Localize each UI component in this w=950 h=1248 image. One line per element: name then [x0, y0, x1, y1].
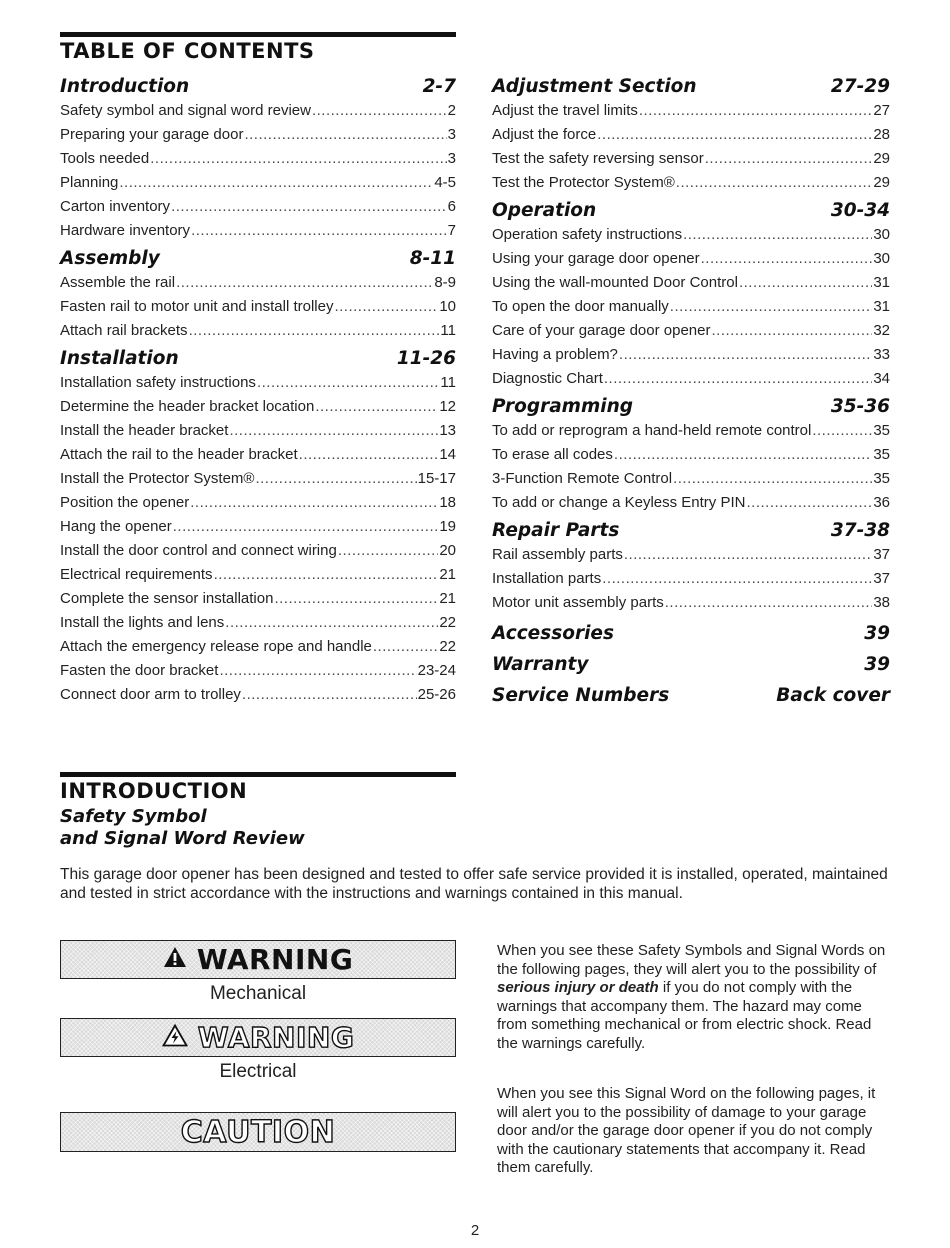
- toc-entry-text: To add or reprogram a hand-held remote control: [492, 422, 812, 439]
- toc-entry-text: Having a problem?: [492, 346, 618, 363]
- toc-entry: [492, 171, 890, 195]
- toc-heading: TABLE OF CONTENTS: [60, 39, 315, 63]
- electrical-alert-icon: [162, 1024, 188, 1052]
- toc-entry: [492, 123, 890, 147]
- toc-entry-leader-dots: [176, 271, 433, 295]
- toc-right-column: [492, 74, 890, 708]
- toc-entry-page: 2: [447, 102, 456, 119]
- toc-entry-text: Attach the emergency release rope and handle: [60, 638, 372, 655]
- toc-top-rule: [60, 32, 456, 37]
- toc-section-title: Adjustment Section: [492, 76, 697, 97]
- toc-entry-page: 22: [439, 638, 456, 655]
- toc-entry-leader-dots: [373, 635, 438, 659]
- toc-entry: [60, 295, 456, 319]
- toc-entry: [60, 395, 456, 419]
- toc-entry: [60, 491, 456, 515]
- toc-entry-text: Complete the sensor installation: [60, 590, 274, 607]
- intro-heading: INTRODUCTION: [60, 779, 248, 803]
- toc-entry-text: Attach rail brackets: [60, 322, 188, 339]
- warning-explanation-emphasis: serious injury or death: [497, 979, 659, 996]
- toc-entry-leader-dots: [299, 443, 439, 467]
- toc-section-pages: 39: [864, 623, 890, 644]
- toc-entry-text: Connect door arm to trolley: [60, 686, 241, 703]
- toc-section-pages: 37-38: [830, 520, 890, 541]
- toc-entry-page: 6: [447, 198, 456, 215]
- toc-entry-leader-dots: [665, 591, 873, 615]
- warning-electrical-text: WARNING: [197, 1021, 355, 1054]
- toc-entry-leader-dots: [334, 295, 438, 319]
- toc-entry-page: 25-26: [417, 686, 456, 703]
- electrical-label: Electrical: [219, 1061, 297, 1082]
- toc-entry-leader-dots: [619, 343, 872, 367]
- toc-entry: [492, 223, 890, 247]
- toc-entry-text: Adjust the force: [492, 126, 597, 143]
- toc-entry-text: Fasten rail to motor unit and install trolley: [60, 298, 334, 315]
- intro-top-rule: [60, 772, 456, 777]
- toc-entry-text: Operation safety instructions: [492, 226, 683, 243]
- toc-entry-page: 10: [439, 298, 456, 315]
- toc-entry-leader-dots: [274, 587, 438, 611]
- toc-entry-page: 7: [447, 222, 456, 239]
- toc-entry: [492, 343, 890, 367]
- toc-entry-leader-dots: [676, 171, 873, 195]
- toc-entry-page: 38: [873, 594, 890, 611]
- toc-entry-text: Electrical requirements: [60, 566, 213, 583]
- toc-entry-text: Using the wall-mounted Door Control: [492, 274, 738, 291]
- toc-section-title: Programming: [492, 396, 633, 417]
- toc-entry-leader-dots: [229, 419, 438, 443]
- toc-entry-text: Tools needed: [60, 150, 150, 167]
- toc-entry-page: 11: [440, 374, 456, 391]
- warning-mechanical-box: [60, 940, 456, 979]
- toc-entry-text: Install the door control and connect wiring: [60, 542, 337, 559]
- toc-entry-page: 30: [873, 226, 890, 243]
- toc-entry-page: 21: [439, 590, 456, 607]
- toc-entry-page: 29: [873, 150, 890, 167]
- toc-entry-page: 37: [873, 570, 890, 587]
- toc-section-title: Installation: [60, 348, 179, 369]
- caution-box: [60, 1112, 456, 1152]
- toc-entry: [492, 443, 890, 467]
- toc-entry-page: 33: [873, 346, 890, 363]
- toc-entry-leader-dots: [312, 99, 447, 123]
- toc-section-heading: [60, 74, 456, 99]
- toc-entry: [492, 99, 890, 123]
- toc-entry: [492, 567, 890, 591]
- toc-entry: [60, 635, 456, 659]
- toc-entry-text: Installation parts: [492, 570, 602, 587]
- toc-entry: [492, 419, 890, 443]
- toc-entry: [60, 219, 456, 243]
- toc-entry-leader-dots: [119, 171, 433, 195]
- toc-entry-leader-dots: [705, 147, 873, 171]
- toc-entry-text: To open the door manually: [492, 298, 669, 315]
- toc-entry-text: Assemble the rail: [60, 274, 176, 291]
- toc-entry-page: 27: [873, 102, 890, 119]
- safety-alert-icon: [163, 946, 187, 973]
- toc-entry-text: Hardware inventory: [60, 222, 191, 239]
- toc-entry-page: 15-17: [417, 470, 456, 487]
- toc-entry-page: 23-24: [417, 662, 456, 679]
- toc-entry: [60, 419, 456, 443]
- toc-entry-leader-dots: [673, 467, 872, 491]
- toc-entry-text: Preparing your garage door: [60, 126, 244, 143]
- toc-entry: [60, 683, 456, 707]
- toc-section-title: Introduction: [60, 76, 190, 97]
- toc-entry-leader-dots: [597, 123, 872, 147]
- toc-entry-page: 29: [873, 174, 890, 191]
- toc-entry: [60, 539, 456, 563]
- toc-section-heading: [492, 621, 890, 646]
- toc-section-title: Assembly: [60, 248, 160, 269]
- toc-entry: [492, 491, 890, 515]
- warning-explanation-part2: if you do not comply with the warnings that accompany them. The hazard may come from something mechanical or from electric shock. Read the warnings carefully.: [497, 979, 872, 1052]
- intro-subheading: [60, 806, 305, 850]
- toc-entry: [492, 367, 890, 391]
- toc-entry-leader-dots: [812, 419, 872, 443]
- toc-entry-leader-dots: [189, 319, 440, 343]
- toc-entry-text: Hang the opener: [60, 518, 172, 535]
- toc-entry-page: 3: [447, 126, 456, 143]
- toc-entry-text: Motor unit assembly parts: [492, 594, 664, 611]
- toc-entry-page: 36: [873, 494, 890, 511]
- toc-section-heading: [492, 394, 890, 419]
- toc-section-title: Accessories: [492, 623, 614, 644]
- toc-entry-text: Test the safety reversing sensor: [492, 150, 704, 167]
- toc-entry-leader-dots: [242, 683, 417, 707]
- toc-entry-leader-dots: [244, 123, 446, 147]
- toc-entry-text: Install the lights and lens: [60, 614, 225, 631]
- toc-section-heading: [60, 246, 456, 271]
- toc-section-pages: 30-34: [830, 200, 890, 221]
- toc-entry-leader-dots: [670, 295, 873, 319]
- toc-entry-page: 37: [873, 546, 890, 563]
- toc-entry-page: 28: [873, 126, 890, 143]
- toc-entry-page: 30: [873, 250, 890, 267]
- toc-section-heading: [60, 346, 456, 371]
- toc-entry-text: Attach the rail to the header bracket: [60, 446, 298, 463]
- toc-section-heading: [492, 683, 890, 708]
- toc-entry-page: 18: [439, 494, 456, 511]
- toc-section-pages: Back cover: [776, 685, 890, 706]
- toc-entry-text: Test the Protector System®: [492, 174, 675, 191]
- warning-explanation-part1: When you see these Safety Symbols and Signal Words on the following pages, they will alert you to the possibility of: [497, 942, 886, 978]
- toc-entry-page: 35: [873, 470, 890, 487]
- toc-entry-page: 32: [873, 322, 890, 339]
- intro-paragraph: This garage door opener has been designed and tested to offer safe service provided it is installed, operated, maintained and tested in strict accordance with the instructions and warnings contained in this manual.: [60, 866, 888, 902]
- toc-entry-leader-dots: [190, 491, 438, 515]
- toc-section-pages: 39: [864, 654, 890, 675]
- toc-section-title: Repair Parts: [492, 520, 620, 541]
- toc-entry: [492, 147, 890, 171]
- toc-entry-text: Adjust the travel limits: [492, 102, 638, 119]
- toc-section-pages: 35-36: [830, 396, 890, 417]
- toc-entry: [60, 443, 456, 467]
- mechanical-label: Mechanical: [209, 983, 307, 1004]
- toc-section-heading: [492, 198, 890, 223]
- toc-entry-leader-dots: [624, 543, 872, 567]
- toc-entry-text: Using your garage door opener: [492, 250, 700, 267]
- toc-entry-leader-dots: [639, 99, 872, 123]
- toc-entry-leader-dots: [315, 395, 438, 419]
- toc-section-title: Warranty: [492, 654, 589, 675]
- toc-entry-leader-dots: [604, 367, 872, 391]
- toc-entry-text: Fasten the door bracket: [60, 662, 219, 679]
- toc-entry-text: To erase all codes: [492, 446, 613, 463]
- toc-entry: [60, 587, 456, 611]
- toc-entry-leader-dots: [173, 515, 439, 539]
- toc-entry: [60, 271, 456, 295]
- toc-entry-leader-dots: [150, 147, 446, 171]
- caution-text: CAUTION: [180, 1114, 336, 1150]
- toc-entry-leader-dots: [191, 219, 447, 243]
- toc-entry-page: 31: [873, 274, 890, 291]
- toc-entry-text: Carton inventory: [60, 198, 171, 215]
- toc-entry-leader-dots: [746, 491, 872, 515]
- toc-entry-leader-dots: [683, 223, 872, 247]
- toc-entry-page: 14: [439, 446, 456, 463]
- toc-entry-page: 35: [873, 422, 890, 439]
- toc-section-heading: [492, 74, 890, 99]
- toc-section-title: Service Numbers: [492, 685, 670, 706]
- toc-section-pages: 11-26: [396, 348, 456, 369]
- toc-entry-leader-dots: [602, 567, 872, 591]
- toc-entry-text: 3-Function Remote Control: [492, 470, 673, 487]
- toc-section-heading: [492, 518, 890, 543]
- toc-entry-text: Installation safety instructions: [60, 374, 256, 391]
- intro-subheading-line1: Safety Symbol: [60, 806, 207, 827]
- toc-entry-page: 34: [873, 370, 890, 387]
- toc-entry-text: Safety symbol and signal word review: [60, 102, 311, 119]
- toc-entry-text: Care of your garage door opener: [492, 322, 711, 339]
- page-number: 2: [470, 1222, 480, 1239]
- toc-entry: [60, 171, 456, 195]
- toc-entry-leader-dots: [255, 467, 416, 491]
- toc-entry-page: 11: [440, 322, 456, 339]
- toc-entry-leader-dots: [257, 371, 439, 395]
- toc-entry-leader-dots: [171, 195, 447, 219]
- toc-entry: [60, 467, 456, 491]
- toc-entry-leader-dots: [614, 443, 872, 467]
- toc-entry-page: 3: [447, 150, 456, 167]
- toc-entry-leader-dots: [338, 539, 438, 563]
- toc-entry-page: 35: [873, 446, 890, 463]
- warning-electrical-box: [60, 1018, 456, 1057]
- toc-entry-page: 22: [439, 614, 456, 631]
- toc-entry-text: Position the opener: [60, 494, 190, 511]
- toc-entry-page: 31: [873, 298, 890, 315]
- toc-entry-leader-dots: [214, 563, 439, 587]
- toc-entry: [492, 271, 890, 295]
- toc-entry-leader-dots: [225, 611, 438, 635]
- toc-section-heading: [492, 652, 890, 677]
- toc-entry: [60, 147, 456, 171]
- toc-entry-leader-dots: [219, 659, 416, 683]
- toc-entry-leader-dots: [711, 319, 872, 343]
- toc-entry-page: 20: [439, 542, 456, 559]
- toc-entry-text: Rail assembly parts: [492, 546, 623, 563]
- toc-entry: [60, 515, 456, 539]
- toc-entry: [492, 467, 890, 491]
- toc-left-column: [60, 74, 456, 707]
- intro-subheading-line2: and Signal Word Review: [60, 828, 305, 849]
- toc-entry: [492, 591, 890, 615]
- toc-entry-page: 8-9: [434, 274, 456, 291]
- toc-entry: [60, 659, 456, 683]
- toc-section-title: Operation: [492, 200, 597, 221]
- toc-entry: [60, 123, 456, 147]
- toc-entry: [492, 319, 890, 343]
- toc-entry-text: Determine the header bracket location: [60, 398, 315, 415]
- toc-entry-leader-dots: [739, 271, 872, 295]
- toc-entry-leader-dots: [701, 247, 873, 271]
- toc-entry-page: 12: [439, 398, 456, 415]
- toc-entry: [60, 611, 456, 635]
- toc-entry: [492, 247, 890, 271]
- toc-entry: [60, 195, 456, 219]
- toc-entry-page: 19: [439, 518, 456, 535]
- toc-entry-text: Diagnostic Chart: [492, 370, 603, 387]
- toc-section-pages: 2-7: [422, 76, 456, 97]
- toc-entry: [60, 371, 456, 395]
- caution-explanation: When you see this Signal Word on the following pages, it will alert you to the possibility of damage to your garage door and/or the garage door opener if you do not comply with the cautionary statements that accompany it. Read them carefully.: [497, 1085, 876, 1176]
- toc-entry-page: 13: [439, 422, 456, 439]
- toc-entry: [492, 543, 890, 567]
- toc-entry-text: Planning: [60, 174, 119, 191]
- toc-entry-text: To add or change a Keyless Entry PIN: [492, 494, 746, 511]
- warning-explanation: [497, 942, 890, 1053]
- toc-entry-page: 21: [439, 566, 456, 583]
- toc-entry: [492, 295, 890, 319]
- toc-entry: [60, 319, 456, 343]
- toc-entry: [60, 563, 456, 587]
- toc-entry-text: Install the header bracket: [60, 422, 229, 439]
- toc-section-pages: 27-29: [830, 76, 890, 97]
- toc-entry-text: Install the Protector System®: [60, 470, 255, 487]
- toc-entry: [60, 99, 456, 123]
- toc-entry-page: 4-5: [434, 174, 456, 191]
- warning-mechanical-text: WARNING: [196, 943, 354, 976]
- toc-section-pages: 8-11: [409, 248, 456, 269]
